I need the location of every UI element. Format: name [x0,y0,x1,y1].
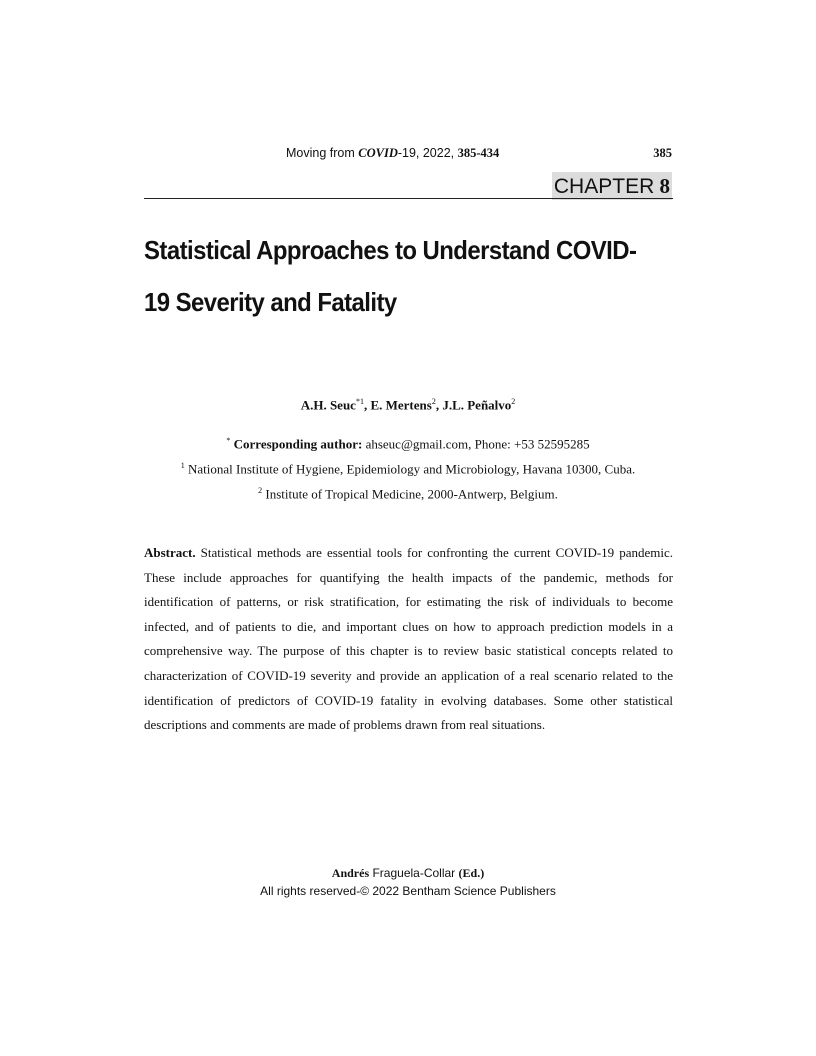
editor-role: (Ed.) [458,866,485,880]
author-name: J.L. Peñalvo [442,397,512,413]
affiliation-text: National Institute of Hygiene, Epidemiology and Microbiology, Havana 10300, Cuba. [184,461,636,477]
corresponding-label: Corresponding author: [233,436,363,452]
header-suffix: -19, 2022, [397,146,458,160]
chapter-title: Statistical Approaches to Understand COVID-19 Severity and Fatality [144,235,637,317]
running-header [286,146,499,161]
corresponding-contact: ahseuc@gmail.com, Phone: +53 52595285 [362,436,590,452]
header-rule [144,198,673,199]
affiliation-2 [0,486,816,502]
rights-line: All rights reserved-© 2022 Bentham Science Publishers [260,884,556,898]
chapter-number: 8 [659,174,670,198]
author-name: A.H. Seuc [300,397,356,413]
abstract-label: Abstract. [144,545,196,560]
abstract [144,541,673,738]
author-sup: *1 [355,397,364,406]
editor-line [0,866,816,881]
author-sup: 2 [431,397,436,406]
header-page-range: 385-434 [457,146,500,160]
affiliation-1 [0,461,816,477]
chapter-label [552,172,672,200]
affiliation-sup: 1 [180,461,185,470]
corresponding-marker: * [226,436,231,445]
chapter-word: CHAPTER [553,175,655,198]
author-sup: 2 [511,397,516,406]
editor-first-name: Andrés [331,866,370,880]
affiliation-sup: 2 [258,486,263,495]
header-prefix: Moving from [286,146,359,160]
abstract-text: Statistical methods are essential tools for confronting the current COVID-19 pandemic. These include approaches for quantifying the health impacts of the pandemic, methods for identification of patterns, or risk stratification, for estimating the risk of individuals to become infected, and of patients to die, and important clues on how to approach prediction models in a comprehensive way. The purpose of this chapter is to review basic statistical concepts related to characterization of COVID-19 severity and provide an application of a real scenario related to the identification of predictors of COVID-19 fatality in evolving databases. Some other statistical descriptions and comments are made of problems drawn from real situations. [144,545,673,733]
page-number: 385 [653,146,672,160]
author-name: E. Mertens [370,397,432,413]
editor-last-name: Fraguela-Collar [369,866,459,880]
header-journal: COVID [358,146,398,160]
author-list: A.H. Seuc$^{*1}$, E. Mertens$^2$, J.L. Peñalvo$^2$ [300,397,516,413]
affiliation-text: Institute of Tropical Medicine, 2000-Antwerp, Belgium. [262,486,558,502]
corresponding-author [0,436,816,452]
